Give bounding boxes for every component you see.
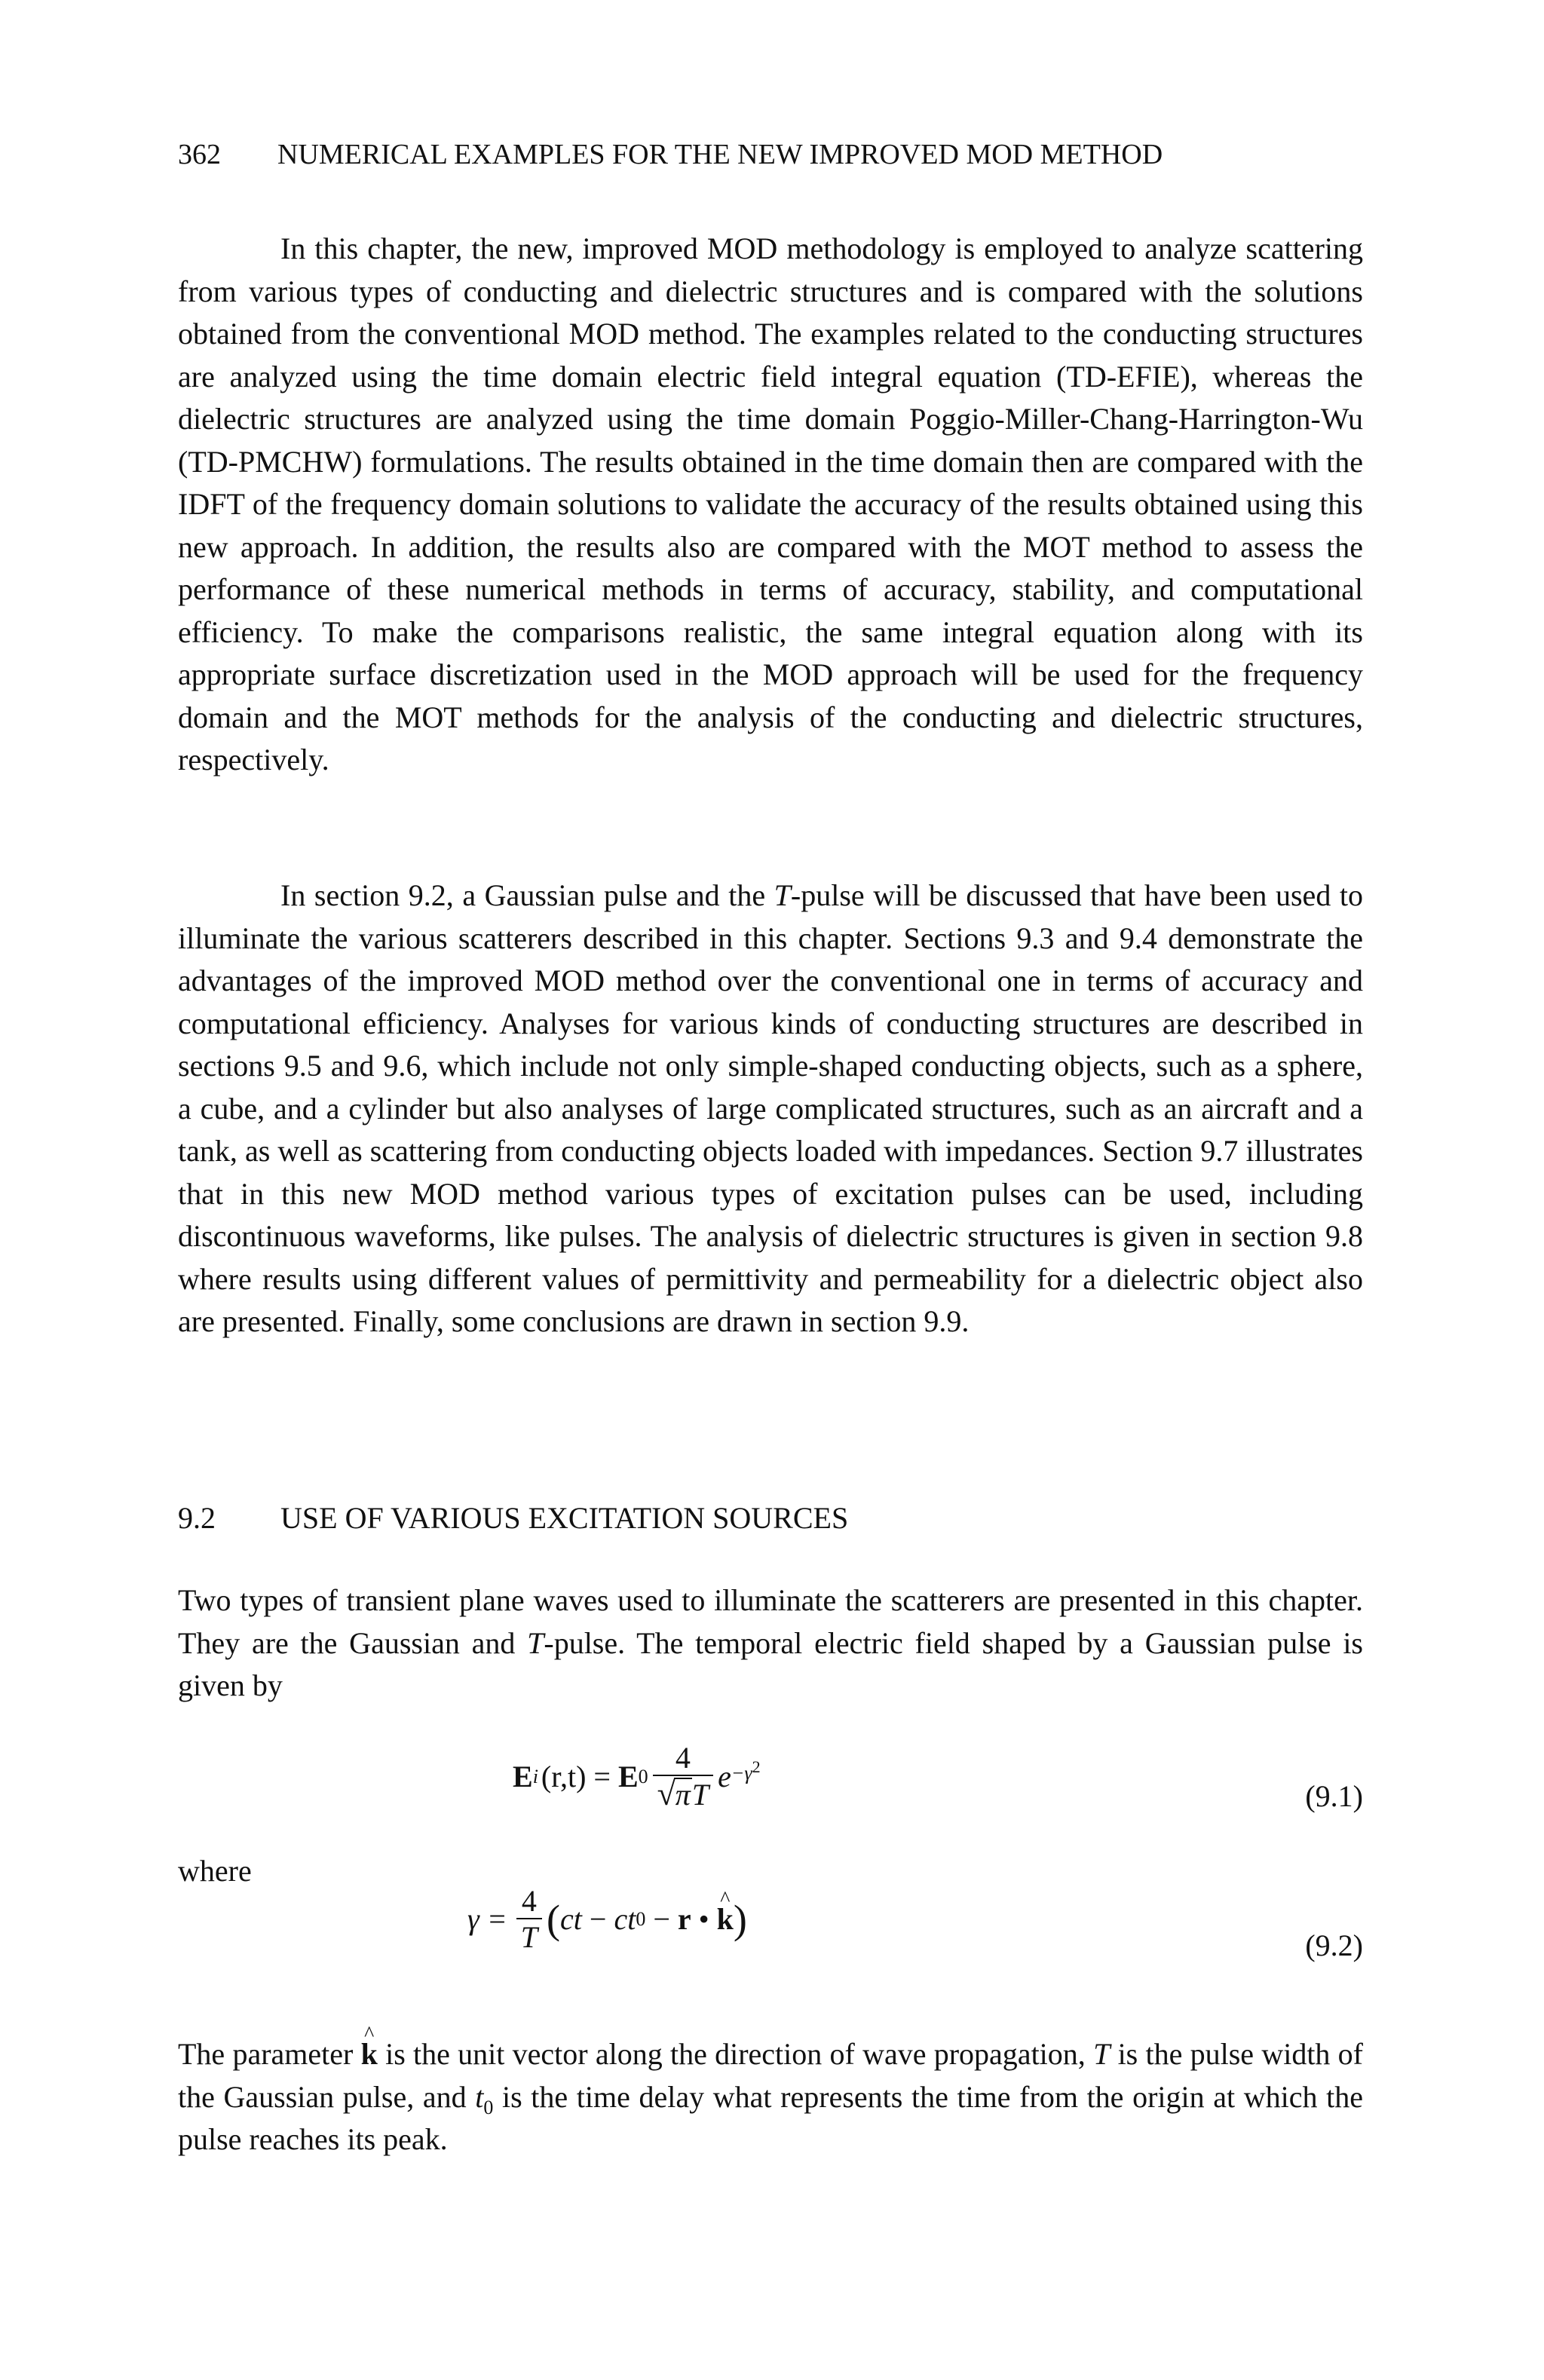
eq1-exp-power [731,1757,761,1784]
eq1-frac-denominator [653,1775,713,1812]
section-p1-text-b: -pulse. The temporal electric field shaped by a Gaussian pulse is given by [178,1625,1363,1702]
equation-9-1 [178,1734,1363,1870]
intro-p2-text-a: In section 9.2, a Gaussian pulse and the [280,878,774,912]
intro-paragraph-2 [178,875,1363,1343]
intro-p2-italic-t: T [774,878,791,912]
intro-paragraph-1: In this chapter, the new, improved MOD methodology is employed to analyze scattering from various types of conducting and dielectric structures and is compared with the solutions obtained from the conventional MOD method. The examples related to the conducting structures are analyzed using the time domain electric field integral equation (TD-EFIE), whereas the dielectric structures are analyzed using the time domain Poggio-Miller-Chang-Harrington-Wu (TD-PMCHW) formulations. The results obtained in the time domain then are compared with the IDFT of the frequency domain solutions to validate the accuracy of the results obtained using this new approach. In addition, the results also are compared with the MOT method to assess the performance of these numerical methods in terms of accuracy, stability, and computational efficiency. To make the comparisons realistic, the same integral equation along with its appropriate surface discretization used in the MOD approach will be used for the frequency domain and the MOT methods for the analysis of the conducting and dielectric structures, respectively. [178,231,1363,776]
section-paragraph-3 [178,2033,1363,2161]
eq2-term-1: ct [560,1902,582,1936]
eq2-fraction [516,1885,542,1954]
section-p3-t0-subscript: 0 [483,2096,494,2118]
eq1-radical [657,1775,692,1812]
eq2-term-4-khat: ^ k [717,1901,734,1938]
eq1-exp-gamma: −γ [731,1762,752,1784]
eq2-minus-1: − [581,1902,614,1936]
section-title: USE OF VARIOUS EXCITATION SOURCES [280,1501,849,1535]
eq1-fraction [653,1741,713,1812]
section-p3-italic-T: T [1093,2037,1111,2071]
eq1-coef-vector: E [617,1759,639,1793]
eq2-paren-open: ( [547,1897,560,1942]
running-head [178,137,1363,172]
intro-p2-text-b: -pulse will be discussed that have been used to illuminate the various scatterers described in this chapter. Sections 9.3 and 9.4 demonstrate the advantages of the improved MOD method over the conventional one in terms of accuracy and computational efficiency. Analyses for various kinds of conducting structures are described in sections 9.5 and 9.6, which include not only simple-shaped conducting objects, such as a sphere, a cube, and a cylinder but also analyses of large complicated structures, such as an aircraft and a tank, as well as scattering from conducting objects loaded with impedances. Section 9.7 illustrates that in this new MOD method various types of excitation pulses can be used, including discontinuous waveforms, like pulses. The analysis of dielectric structures is given in section 9.8 where results using different values of permittivity and permeability for a dielectric object also are presented. Finally, some conclusions are drawn in section 9.9. [178,878,1363,1338]
section-p3-text-a: The parameter [178,2037,361,2071]
section-p1-italic-t: T [527,1625,544,1660]
section-number: 9.2 [178,1501,216,1535]
eq1-frac-den-tail: T [691,1778,709,1812]
equation-9-2-number: (9.2) [1305,1928,1363,1962]
eq1-lhs-vector: E [513,1759,533,1793]
section-p3-text-c: is the pulse width of the Gaussian pulse, and [178,2037,1364,2114]
equation-9-2-body: γ = $\frac{4}{T}$ ( ct − ct 0 − r • ^ k ) [467,1885,747,1954]
equation-9-1-body: E i (r,t) = E 0 4 √ π T e $^{-\gamma^2}$ [513,1741,761,1812]
page-number: 362 [178,139,221,170]
equation-9-1-number: (9.1) [1305,1779,1363,1813]
eq1-lhs-args: (r,t) = [541,1759,611,1793]
section-p3-text-b: is the unit vector along the direction of wave propagation, [377,2037,1094,2071]
eq1-radical-sign: √ [657,1775,676,1812]
section-paragraph-1 [178,1579,1363,1708]
eq1-radical-body: π [675,1778,691,1812]
equation-9-2 [178,1885,1363,2005]
eq2-frac-numerator: 4 [521,1884,537,1918]
section-p3-text-d: is the time delay what represents the time from the origin at which the pulse reaches its peak. [178,2079,1363,2156]
where-label: where [178,1854,252,1888]
running-head-title: NUMERICAL EXAMPLES FOR THE NEW IMPROVED MOD METHOD [277,139,1163,170]
eq2-term-2: ct [614,1902,636,1936]
eq2-dot: • [691,1902,717,1936]
section-heading [178,1499,848,1537]
eq2-paren-close: ) [733,1897,747,1942]
section-p3-k-hat: ^ k [361,2033,378,2076]
eq1-exp-square: 2 [752,1757,761,1777]
eq2-minus-2: − [645,1902,678,1936]
section-p3-italic-t0: t [475,2079,484,2114]
eq2-term-3: r [677,1902,691,1936]
section-p1-text-a: Two types of transient plane waves used to illuminate the scatterers are presented in this chapter. They are the Gaussian and [178,1583,1363,1660]
eq1-exp-base: e [718,1759,731,1793]
eq2-lhs: γ = [467,1902,507,1936]
eq2-frac-denominator: T [516,1918,542,1954]
eq1-frac-numerator: 4 [675,1741,691,1775]
